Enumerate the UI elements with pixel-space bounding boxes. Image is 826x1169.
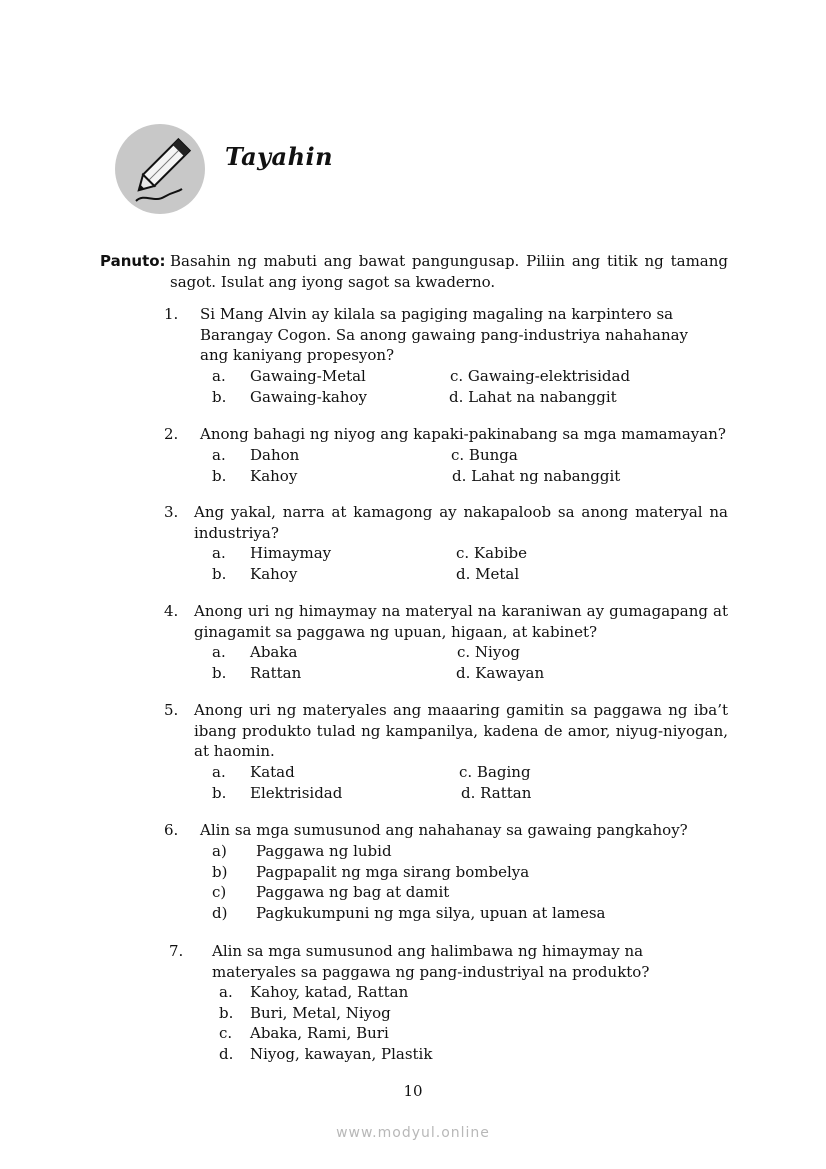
option-b[interactable]: b. Kahoy	[212, 466, 298, 485]
option-c[interactable]: c. Bunga	[451, 445, 518, 464]
option-d[interactable]: d. Lahat na nabanggit	[449, 387, 617, 406]
option-d[interactable]: d. Rattan	[461, 783, 532, 802]
option-d[interactable]: d) Pagkukumpuni ng mga silya, upuan at lamesa	[212, 903, 606, 922]
option-c[interactable]: c. Abaka, Rami, Buri	[219, 1024, 389, 1042]
option-a[interactable]: a. Kahoy, katad, Rattan	[219, 983, 409, 1001]
question-5	[164, 700, 728, 804]
question-number: 3.	[164, 503, 179, 521]
option-c[interactable]: c. Baging	[459, 762, 531, 781]
option-a[interactable]: a. Himaymay	[212, 544, 332, 562]
question-2	[164, 424, 728, 487]
option-b[interactable]: b. Buri, Metal, Niyog	[219, 1004, 391, 1022]
pencil-icon	[114, 123, 206, 215]
option-c[interactable]: c. Kabibe	[456, 544, 527, 562]
question-number: 6.	[164, 821, 179, 839]
question-6	[164, 820, 728, 925]
option-d[interactable]: d. Lahat ng nabanggit	[452, 466, 621, 485]
question-4	[164, 601, 728, 684]
question-stem: Anong uri ng himaymay na materyal na karaniwan ay gumagapang at ginagamit sa paggawa ng upuan, higaan, at kabinet?	[194, 602, 728, 641]
option-d[interactable]: d. Kawayan	[456, 664, 545, 682]
question-stem: Anong bahagi ng niyog ang kapaki-pakinabang sa mga mamamayan?	[200, 425, 726, 443]
question-number: 2.	[164, 425, 179, 443]
question-stem: Ang yakal, narra at kamagong ay nakapaloob sa anong materyal na industriya?	[194, 503, 728, 542]
option-b[interactable]: b. Kahoy	[212, 565, 298, 583]
option-a[interactable]: a. Dahon	[212, 445, 300, 464]
question-number: 7.	[169, 942, 184, 960]
option-a[interactable]: a. Abaka	[212, 643, 298, 661]
page-number: 10	[403, 1082, 423, 1100]
question-number: 1.	[164, 305, 179, 323]
option-c[interactable]: c) Paggawa ng bag at damit	[212, 882, 450, 901]
option-a[interactable]: a) Paggawa ng lubid	[212, 841, 392, 860]
question-7	[169, 941, 728, 1066]
option-a[interactable]: a. Gawaing-Metal	[212, 366, 366, 385]
option-b[interactable]: b. Elektrisidad	[212, 783, 343, 802]
question-number: 4.	[164, 602, 179, 620]
option-a[interactable]: a. Katad	[212, 762, 295, 781]
question-stem: Si Mang Alvin ay kilala sa pagiging magaling na karpintero sa Barangay Cogon. Sa anong gawaing pang-industriya nahahanay ang kaniyang propesyon?	[200, 305, 689, 364]
directions	[100, 251, 728, 293]
question-1	[164, 304, 728, 408]
option-d[interactable]: d. Metal	[456, 565, 520, 583]
question-stem: Alin sa mga sumusunod ang halimbawa ng himaymay na materyales sa paggawa ng pang-industriyal na produkto?	[212, 942, 650, 981]
question-stem: Alin sa mga sumusunod ang nahahanay sa gawaing pangkahoy?	[200, 821, 688, 839]
option-c[interactable]: c. Gawaing-elektrisidad	[450, 366, 631, 385]
question-stem: Anong uri ng materyales ang maaaring gamitin sa paggawa ng iba’t ibang produkto tulad ng kampanilya, kadena de amor, niyug-niyogan, at haomin.	[194, 701, 728, 760]
directions-label: Panuto:	[100, 252, 166, 270]
watermark: www.modyul.online	[336, 1125, 490, 1141]
directions-text: Basahin ng mabuti ang bawat pangungusap. Piliin ang titik ng tamang sagot. Isulat ang iyong sagot sa kwaderno.	[170, 252, 728, 291]
question-number: 5.	[164, 701, 179, 719]
option-b[interactable]: b) Pagpapalit ng mga sirang bombelya	[212, 862, 530, 881]
option-d[interactable]: d. Niyog, kawayan, Plastik	[219, 1045, 433, 1063]
option-b[interactable]: b. Rattan	[212, 664, 302, 682]
page-title: Tayahin	[225, 142, 334, 171]
option-c[interactable]: c. Niyog	[457, 643, 520, 661]
question-3	[164, 502, 728, 585]
option-b[interactable]: b. Gawaing-kahoy	[212, 387, 368, 406]
